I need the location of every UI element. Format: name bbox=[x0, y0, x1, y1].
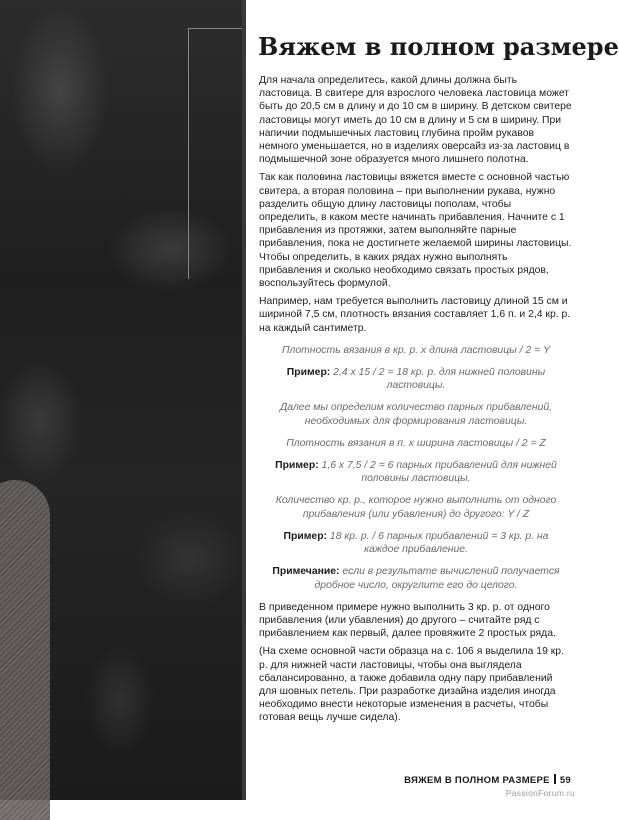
photo-edge-strip bbox=[242, 0, 246, 800]
example-label: Пример: bbox=[283, 530, 328, 542]
article-body bbox=[259, 74, 573, 730]
page-number: 59 bbox=[559, 775, 571, 786]
paragraph: Например, нам требуется выполнить ластовицу длиной 15 см и шириной 7,5 см, плотность вязания составляет 1,6 п. и 2,4 кр. р. на каждый сантиметр. bbox=[259, 296, 571, 334]
photo-frame-line bbox=[188, 28, 243, 279]
formula-density-width: Плотность вязания в п. х ширина ластовицы / 2 = Z bbox=[286, 437, 546, 449]
paragraph: (На схеме основной части образца на с. 106 я выделила 19 кр. р. для нижней части ластовицы, чтобы она выглядела сбалансированно, а также добавила одну пару прибавлений для шовных петель. При разработке дизайна изделия иногда необходимо внести некоторые изменения в расчеты, чтобы готовая вещь лучше сидела). bbox=[259, 646, 564, 724]
paragraph: Для начала определитесь, какой длины должна быть ластовица. В свитере для взрослого человека ластовица может быть до 20,5 см в длину и до 10 см в ширину. В детском свитере ластовицы могут иметь до 10 см в длину и 5 см в ширину. При напичии подмышечных ластовиц глубина пройм рукавов немного уменьшается, но в изделиях оверсайз из-за ластовиц в подмышечной зоне образуется много лишнего полотна. bbox=[259, 75, 572, 166]
formula-note-pairs: Далее мы определим количество парных прибавлений, необходимых для формирования ластовицы. bbox=[279, 402, 553, 427]
paragraph: Так как половина ластовицы вяжется вместе с основной частью свитера, а вторая половина – при выполнении рукава, нужно разделить общую длину ластовицы пополам, чтобы определить, в каком месте начинать прибавления. Начните с 1 прибавления из протяжки, затем выполняйте парные прибавления, пока не достигнете желаемой ширины ластовицы. Чтобы определить, в каких рядах нужно выполнять прибавления и сколько необходимо связать простых рядов, воспользуйтесь формулой. bbox=[259, 172, 572, 290]
paragraph: В приведенном примере нужно выполнить 3 кр. р. от одного прибавления (или убавления) до другого – считайте ряд с прибавлением как первый, далее провяжите 2 простых ряда. bbox=[259, 601, 556, 640]
note-label: Примечание: bbox=[272, 566, 340, 578]
formula-example-1: Пример: 2,4 х 15 / 2 = 18 кр. р. для нижней половины ластовицы. bbox=[286, 367, 546, 392]
formula-density-length: Плотность вязания в кр. р. х длина ластовицы / 2 = Y bbox=[281, 344, 550, 356]
formula-note: Примечание: если в результате вычислений получается дробное число, округлите его до целого. bbox=[272, 566, 560, 591]
example-label: Пример: bbox=[286, 367, 331, 379]
page-title: Вяжем в полном размере bbox=[258, 32, 619, 61]
page-footer bbox=[404, 774, 571, 786]
running-section-title: ВЯЖЕМ В ПОЛНОМ РАЗМЕРЕ bbox=[404, 775, 550, 786]
formula-example-3: Пример: 18 кр. р. / 6 парных прибавлений = 3 кр. р. на каждое прибавление. bbox=[283, 530, 549, 556]
knitting-photo bbox=[0, 0, 242, 800]
knitted-sleeve-texture bbox=[0, 480, 50, 820]
watermark: PassionForum.ru bbox=[505, 788, 575, 798]
example-label: Пример: bbox=[275, 460, 319, 472]
footer-divider bbox=[554, 774, 556, 784]
formula-rows: Количество кр. р., которое нужно выполнить от одного прибавления (или убавления) до другого: Y / Z bbox=[275, 495, 557, 520]
formula-example-2: Пример: 1,6 х 7,5 / 2 = 6 парных прибавлений для нижней половины ластовицы. bbox=[275, 460, 557, 485]
